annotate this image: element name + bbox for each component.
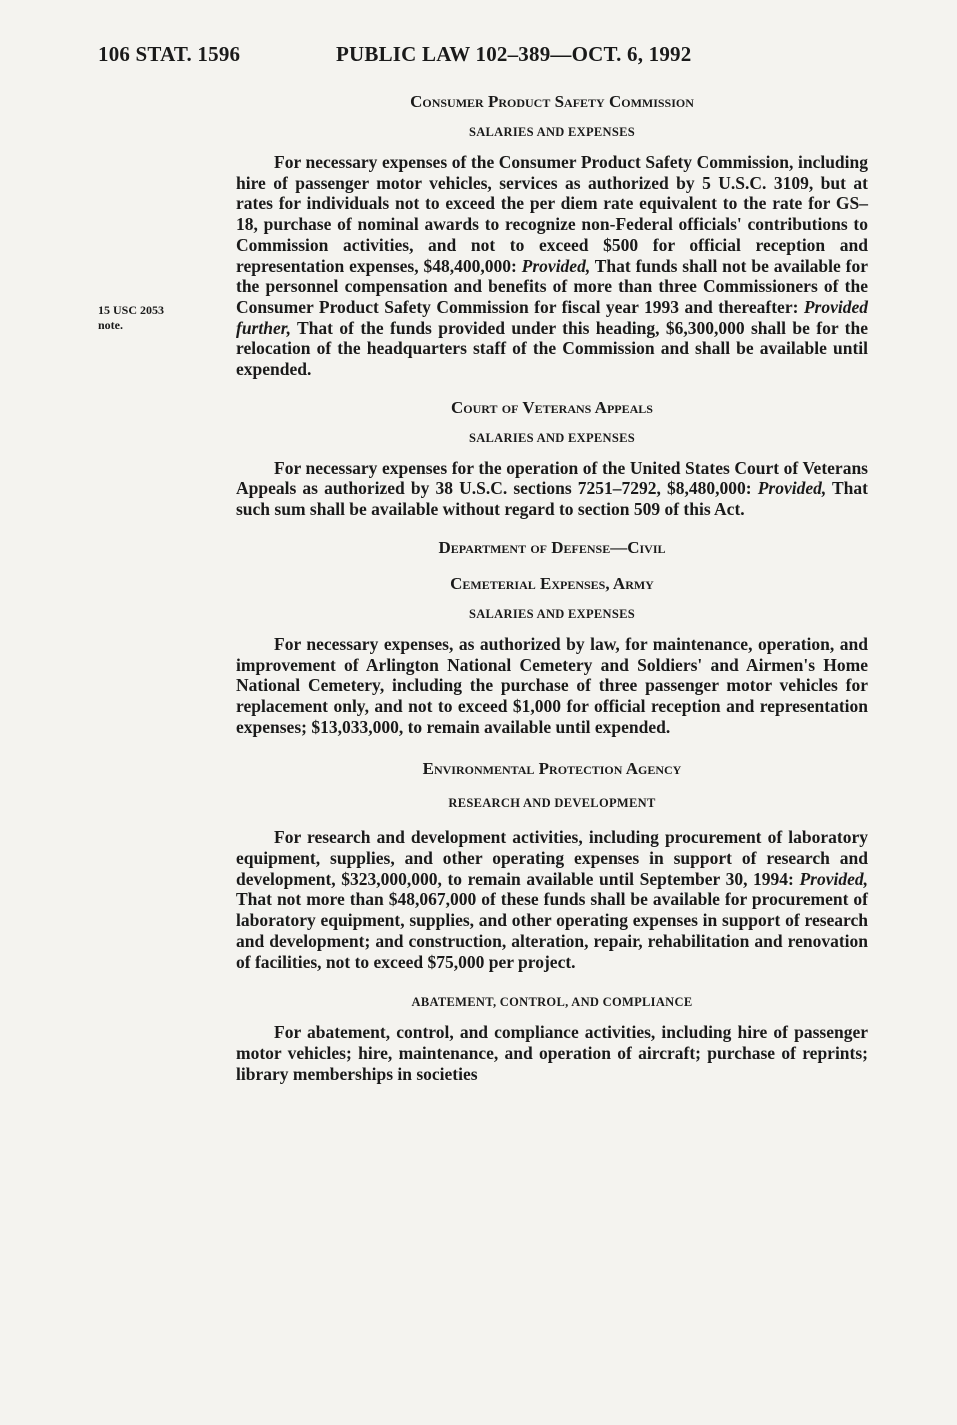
agency-heading-veterans: Court of Veterans Appeals [451, 397, 653, 417]
text-run: For necessary expenses of the Consumer Product Safety Commission, including hire of passenger motor vehicles, services as authorized by 5 U.S.C. 3109, but at rates for individuals not to exceed the per diem rate equivalent to the rate for GS–18, purchase of nominal awards to recognize non-Federal officials' contributions to Commission activities, and not to exceed $500 for official reception and representation expenses, $48,400,000: [236, 152, 868, 276]
paragraph-research [236, 827, 868, 972]
statute-page-number: 106 STAT. 1596 [98, 42, 241, 66]
italic-run: Provided, [757, 478, 827, 499]
margin-note [98, 303, 164, 333]
subheading-research: RESEARCH AND DEVELOPMENT [448, 796, 656, 811]
subheading-abatement: ABATEMENT, CONTROL, AND COMPLIANCE [411, 995, 693, 1010]
agency-heading-defense: Department of Defense—Civil [438, 537, 666, 557]
running-header: PUBLIC LAW 102–389—OCT. 6, 1992 [336, 42, 692, 66]
agency-heading-epa: Environmental Protection Agency [422, 759, 682, 779]
margin-note-citation: 15 USC 2053 [98, 303, 165, 317]
text-run: For necessary expenses, as authorized by law, for maintenance, operation, and improvement of Arlington National Cemetery and Soldiers' and Airmen's Home National Cemetery, including the purchase of three passenger motor vehicles for replacement only, and not to exceed $1,000 for official reception and representation expenses; $13,033,000, to remain available until expended. [236, 633, 868, 737]
italic-run: Provided further, [236, 296, 868, 338]
paragraph-abatement [236, 1022, 868, 1084]
text-run: For abatement, control, and compliance activities, including hire of passenger motor vehicles; hire, maintenance, and operation of aircraft; purchase of reprints; library memberships in societies [236, 1022, 868, 1084]
italic-run: Provided, [521, 255, 591, 276]
paragraph-cemeterial [236, 634, 868, 738]
subheading-veterans: SALARIES AND EXPENSES [468, 430, 636, 445]
paragraph-cpsc [236, 152, 868, 380]
text-run: For necessary expenses for the operation of the United States Court of Veterans Appeals as authorized by 38 U.S.C. sections 7251–7292, $8,480,000: [236, 457, 868, 499]
text-run: For research and development activities, including procurement of laboratory equipment, supplies, and other operating expenses in support of research and development, $323,000,000, to remain available until September 30, 1994: [236, 827, 868, 889]
body-column [236, 92, 868, 1084]
subheading-cemeterial: SALARIES AND EXPENSES [468, 606, 636, 621]
text-run: That funds shall not be available for the personnel compensation and benefits of more than three Commissioners of the Consumer Product Safety Commission for fiscal year 1993 and thereafter: [236, 255, 869, 317]
paragraph-veterans [236, 458, 868, 520]
text-run: That not more than $48,067,000 of these funds shall be available for procurement of laboratory equipment, supplies, and other operating expenses in support of research and development; and construction, alteration, repair, rehabilitation and renovation of facilities, not to exceed $75,000 per project. [236, 889, 868, 972]
agency-heading-cpsc: Consumer Product Safety Commission [410, 92, 694, 111]
agency-heading-cemeterial: Cemeterial Expenses, Army [450, 573, 654, 593]
text-run: That such sum shall be available without regard to section 509 of this Act. [236, 478, 868, 520]
subheading-cpsc: SALARIES AND EXPENSES [468, 125, 636, 139]
margin-note-label: note. [98, 318, 123, 332]
text-run: That of the funds provided under this heading, $6,300,000 shall be for the relocation of the headquarters staff of the Commission and shall be available until expended. [236, 317, 868, 380]
italic-run: Provided, [799, 868, 868, 889]
